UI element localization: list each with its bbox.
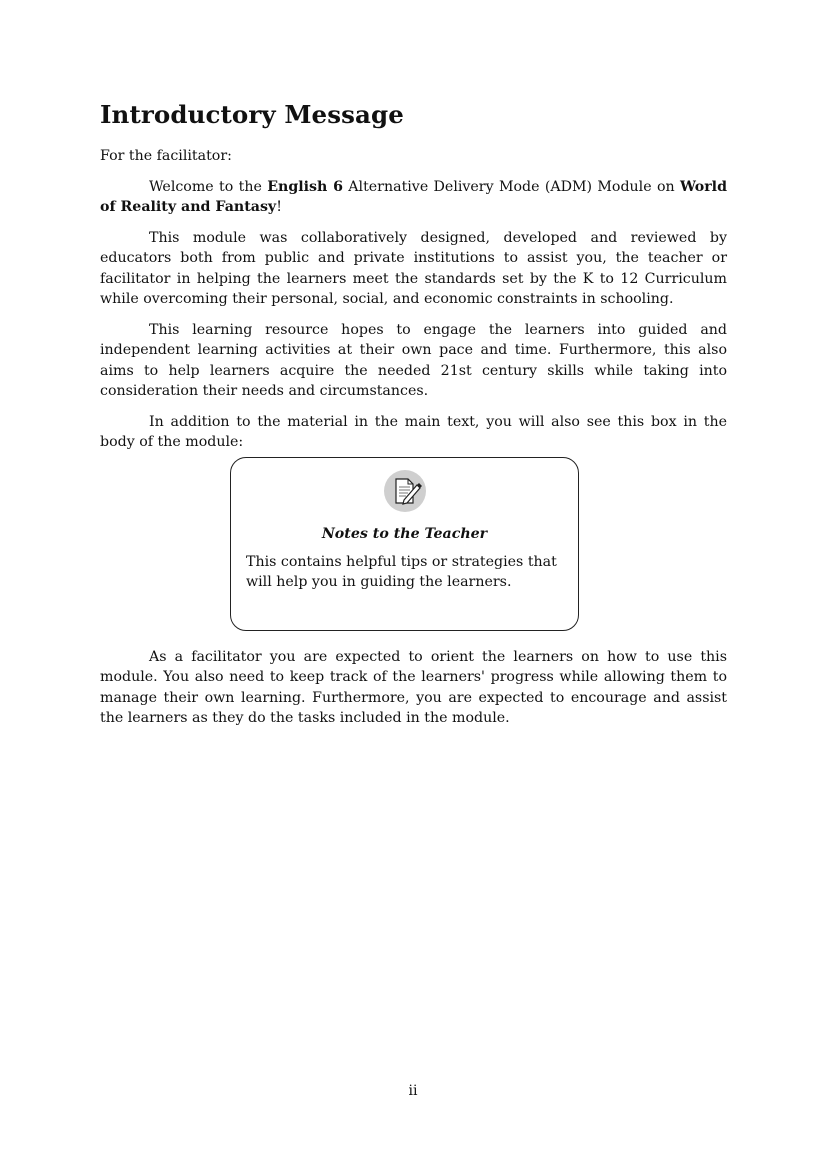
- notepad-pencil-icon: [384, 470, 426, 512]
- welcome-paragraph: [100, 177, 727, 218]
- box-title: Notes to the Teacher: [321, 525, 488, 542]
- page-number: ii: [408, 1083, 418, 1099]
- module-topic: World of Reality and Fantasy: [100, 178, 727, 215]
- salutation: For the facilitator:: [100, 148, 232, 164]
- page-content: [100, 98, 727, 739]
- welcome-text: Welcome to the: [149, 178, 268, 195]
- notes-to-teacher-box: [230, 457, 579, 631]
- paragraph: This learning resource hopes to engage the learners into guided and independent learning activities at their own pace and time. Furthermore, this also aims to help learners acquire the needed 21st century skills while taking into consideration their needs and circumstances.: [100, 321, 727, 399]
- paragraph: In addition to the material in the main text, you will also see this box in the body of the module:: [100, 413, 727, 450]
- welcome-text: !: [276, 199, 282, 215]
- welcome-text: Alternative Delivery Mode (ADM) Module on: [342, 178, 680, 195]
- paragraph: This module was collaboratively designed, developed and reviewed by educators both from public and private institutions to assist you, the teacher or facilitator in helping the learners meet the standards set by the K to 12 Curriculum while overcoming their personal, social, and economic constraints in schooling.: [100, 229, 727, 307]
- page-title: Introductory Message: [100, 100, 404, 129]
- closing-paragraph: As a facilitator you are expected to orient the learners on how to use this module. You also need to keep track of the learners' progress while allowing them to manage their own learning. Furthermore, you are expected to encourage and assist the learners as they do the tasks included in the module.: [100, 648, 727, 726]
- box-text: This contains helpful tips or strategies that will help you in guiding the learners.: [246, 553, 557, 590]
- subject-name: English 6: [267, 178, 343, 195]
